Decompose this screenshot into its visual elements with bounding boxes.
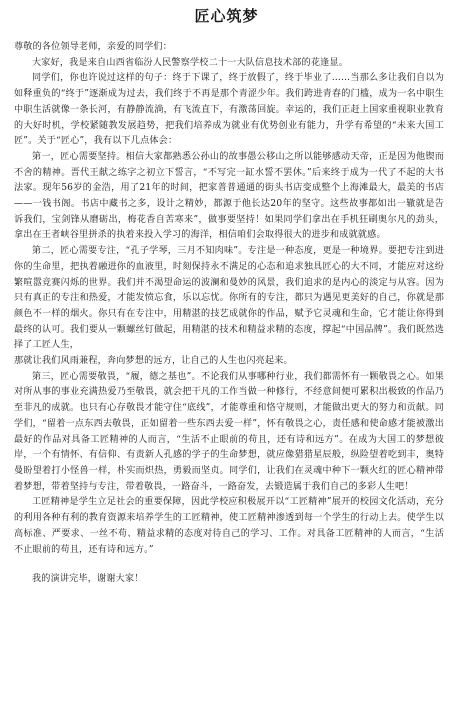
spacer (14, 558, 444, 572)
paragraph-craftsmanship: 工匠精神是学生立足社会的重要保障，因此学校应积极展开以“工匠精神”展开的校园文化活动，充分的利用各种有利的教育资源来培养学生的工匠精神，使工匠精神渗透到每一个学生的行动上去。使学生以高标准、严要求、一丝不苟、精益求精的态度对待自己的学习、工作。对具备工匠精神的人而言，“生活不止眼前的苟且，还有诗和远方。” (14, 497, 444, 555)
paragraph-reverence: 第三，匠心需要敬畏，“履，德之基也”。不论我们从事哪种行业，我们都需怀有一颗敬畏之心。如果对所从事的事业充满热爱乃至敬畏，就会把干凡的工作当做一种修行，不经意间便可累积出极致的作品乃至非凡的成就。也只有心存敬畏才能守住“底线”，才能尊重和恪守规则，才能做出更大的努力和贡献。同学们，“留着一点东西去敬畏，正如留着一些东西去爱一样”，怀有敬畏之心，责任感和使命感才能被激出最好的作品对具备工匠精神的人而言，“生活不止眼前的苟且，还有诗和远方”。在成为大国工的梦想彼岸，一个有情怀、有信仰、有责新人孔感的学子的生命梦想，就应像猎猎星辰般，纵险望着吃到丰，奥特曼盼望着打小怪兽一样，朴实而炽热，勇毅而坚贞。同学们，让我们在灵魂中种下一颗火红的匠心精神带着梦想，带着坚持与专注，带着敬畏，一路奋斗，一路奋发，去锻造属于我们自己的多彩人生吧！ (14, 371, 444, 492)
salutation: 尊敬的各位领导老师，亲爱的同学们： (14, 42, 172, 52)
closing-line: 我的演讲完毕，谢谢大家！ (32, 574, 144, 585)
page-title: 匠心筑梦 (194, 7, 259, 25)
paragraph-focus-continued: 那就让我们风雨兼程，奔向梦想的远方，让自己的人生也闪亮起来。 (14, 356, 293, 367)
speech-body (14, 40, 444, 708)
intro-paragraph: 大家好，我是来自山西省临汾人民警察学校二十一大队信息技术部的花逢显。 (32, 57, 348, 68)
paragraph-opening: 同学们，你也许说过这样的句子：终于下课了，终于放假了，终于毕业了……当那么多让我们自以为如释重负的“终于”逐渐成为过去，我们终于不再是那个青涩少年。我们跨进青春的门槛，成为一名中职生中职生活就像一条长河，有静静流淌，有飞流直下，有激荡回旋。幸运的，我们正赶上国家重视职业教育的大好时机，学校紧随教发展趋势，把我们培养成为就业有优势创业有能力，升学有希望的“未来大国工匠”。关于“匠心”，我有以下几点体会： (14, 73, 444, 147)
paragraph-focus: 第二，匠心需要专注，“孔子学琴，三月不知肉味”。专注是一种态度，更是一种境界。要把专注到进你的生命里，把执着融进你的血液里，时刻保持永不满足的心态和追求独具匠心的大不同，才能应对这纷繁喧嚣竞赛闪烁的世界。我们并不渴望命运的波澜和曼妙的风景，我们追求的是内心的淡定与从容。因为只有真正的专注和热爱，才能发愤忘食，乐以忘忧。你所有的专注，都只为遇见更美好的自己，你就是那颜色不一样的烟火。你只有在专注中，用精湛的技艺成就你的作品，赋予它灵魂和生命，它才能让你得到最终的认可。我们要从一颗螺丝钉做起，用精湛的技术和精益求精的态度，撑起“中国品牌”。我们既然选择了工匠人生， (14, 246, 444, 351)
paragraph-persistence: 第一，匠心需要坚持。相信大家都熟悉公孙山的故事愚公移山之所以能够感动天帝，正是因为他锲而不舍的精神。晋代王献之练字之初立下誓言，“不写完一缸水誓不罢休。”后来终于成为一代了不起的大书法家。现年56岁的金浩，用了21年的时间，把家普普通通的街头书店变成整个上海滩最大，最美的书店——一钱书阁。书店中藏书之多，设计之精妙，都源于他长达20年的坚守。这些故事都如出一辙就是告诉我们，宝剑锋从磨砺出，梅花香自苦寒来”，做事要坚持！如果同学们拿出在手机狂刷奥尔凡的劲头，拿出在王者峡谷里拼杀的执着来投入学习的海洋，相信咱们会取得很大的进步和成就就感。 (14, 151, 444, 241)
